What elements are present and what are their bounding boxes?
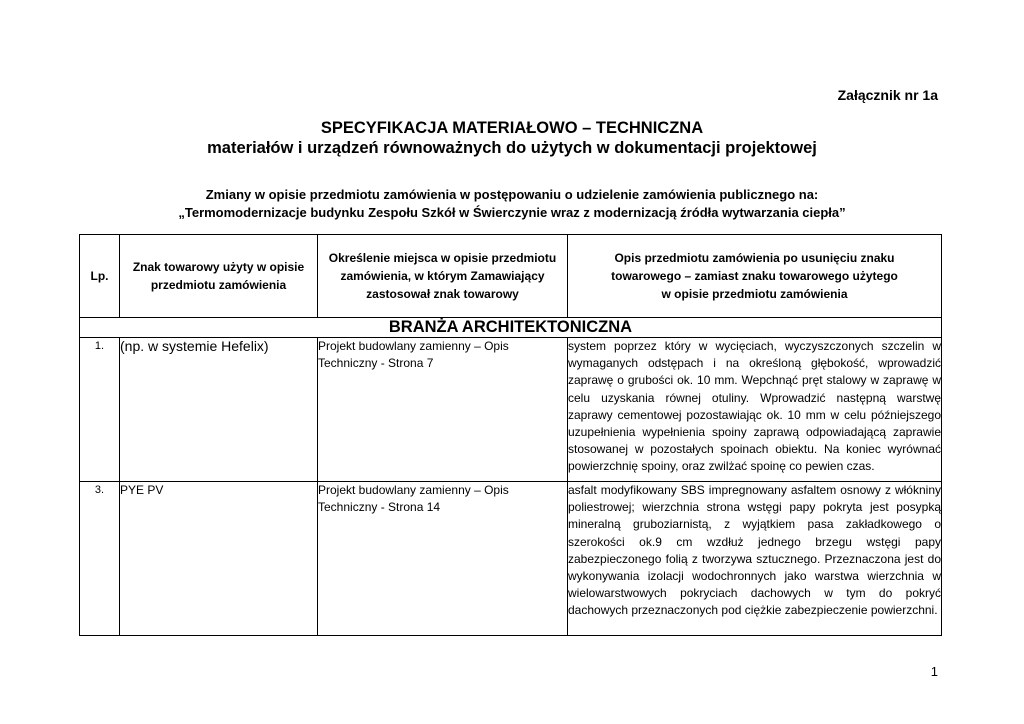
document-subtitle xyxy=(0,186,1024,222)
title-line-2: materiałów i urządzeń równoważnych do użytych w dokumentacji projektowej xyxy=(207,139,817,157)
header-row xyxy=(80,235,942,318)
header-desc-line-2: towarowego – zamiast znaku towarowego użytego xyxy=(611,269,898,283)
annex-label: Załącznik nr 1a xyxy=(837,87,938,103)
row-lp: 3. xyxy=(80,482,120,636)
row-mark: (np. w systemie Hefelix) xyxy=(120,338,318,482)
specification-table xyxy=(79,234,942,636)
row-desc: system poprzez który w wycięciach, wyczyszczonych szczelin w wymaganych odstępach i na określoną głębokość, wprowadzić zaprawę o grubości ok. 10 mm. Wepchnąć pręt stalowy w zaprawę w celu uzyskania równej otuliny. Wprowadzić następną warstwę zaprawy cementowej pozostawiając ok. 10 mm w celu późniejszego uzupełnienia wypełnienia spoiny zaprawą odpowiadającą zaprawie stosowanej w pozostałych spoinach obiektu. Na koniec wyrównać powierzchnię spoiny, oraz zwilżać spoinę co pewien czas. xyxy=(568,338,942,482)
subtitle-line-2: „Termomodernizacje budynku Zespołu Szkół w Świerczynie wraz z modernizacją źródła wytwarzania ciepła” xyxy=(178,205,846,220)
header-desc-line-1: Opis przedmiotu zamówienia po usunięciu znaku xyxy=(614,251,895,265)
document-title xyxy=(0,118,1024,158)
subtitle-line-1: Zmiany w opisie przedmiotu zamówienia w postępowaniu o udzielenie zamówienia publicznego na: xyxy=(205,187,819,202)
branch-row xyxy=(80,318,942,338)
row-desc: asfalt modyfikowany SBS impregnowany asfaltem osnowy z włókniny poliestrowej; wierzchnia strona wstęgi papy pokryta jest posypką mineralną gruboziarnistą, z wyjątkiem pasa zakładkowego o szerokości ok.9 cm wzdłuż jednego brzegu wstęgi papy zabezpieczonego folią z tworzywa sztucznego. Przeznaczona jest do wykonywania izolacji wodochronnych jako warstwa wierzchnia w wielowarstwowych pokryciach dachowych w tym do pokryć dachowych przeznaczonych pod ciężkie zabezpieczenie powierzchni. xyxy=(568,482,942,636)
header-desc xyxy=(568,235,942,318)
header-desc-line-3: w opisie przedmiotu zamówienia xyxy=(661,287,848,301)
header-lp: Lp. xyxy=(80,235,120,318)
row-mark: PYE PV xyxy=(120,482,318,636)
row-lp: 1. xyxy=(80,338,120,482)
table-row xyxy=(80,338,942,482)
page-number: 1 xyxy=(930,664,938,679)
title-line-1: SPECYFIKACJA MATERIAŁOWO – TECHNICZNA xyxy=(320,119,704,137)
branch-heading: BRANŻA ARCHITEKTONICZNA xyxy=(80,318,942,338)
row-place: Projekt budowlany zamienny – Opis Techniczny - Strona 7 xyxy=(318,338,568,482)
row-place: Projekt budowlany zamienny – Opis Techniczny - Strona 14 xyxy=(318,482,568,636)
table-row xyxy=(80,482,942,636)
header-mark: Znak towarowy użyty w opisie przedmiotu zamówienia xyxy=(120,235,318,318)
header-place: Określenie miejsca w opisie przedmiotu zamówienia, w którym Zamawiający zastosował znak towarowy xyxy=(318,235,568,318)
